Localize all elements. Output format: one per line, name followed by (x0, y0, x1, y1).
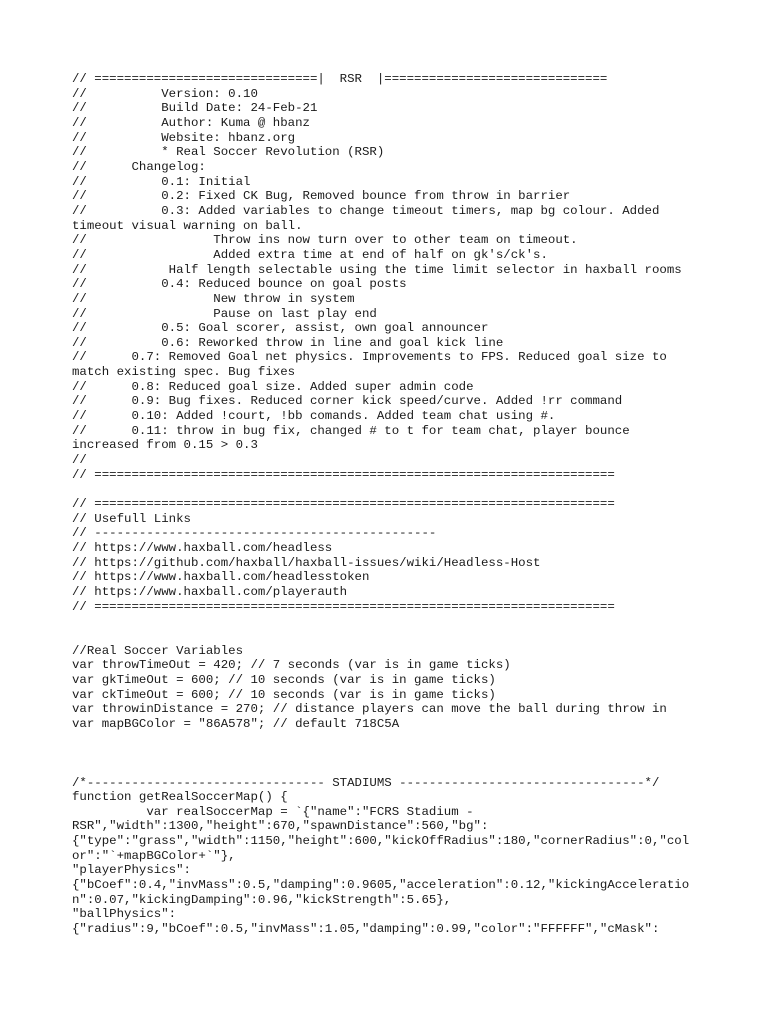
code-line: increased from 0.15 > 0.3 (72, 438, 258, 453)
code-line: // ====================================================================== (72, 599, 615, 614)
code-line: // 0.5: Goal scorer, assist, own goal announcer (72, 321, 489, 336)
code-line: // * Real Soccer Revolution (RSR) (72, 145, 385, 160)
code-line: // ====================================================================== (72, 467, 615, 482)
code-line: //Real Soccer Variables (72, 643, 244, 658)
code-line: // Usefull Links (72, 511, 191, 526)
code-line (72, 482, 702, 497)
code-line: match existing spec. Bug fixes (72, 365, 296, 380)
code-line: // https://www.haxball.com/headless (72, 541, 333, 555)
code-line: var ckTimeOut = 600; // 10 seconds (var is in game ticks) (72, 687, 496, 702)
code-line: // https://www.haxball.com/playerauth (72, 584, 348, 599)
code-line (72, 732, 702, 747)
code-line: var throwinDistance = 270; // distance players can move the ball during throw in (72, 702, 667, 717)
code-line: {"type":"grass","width":1150,"height":600,"kickOffRadius":180,"cornerRadius":0,"col (72, 834, 690, 849)
code-line: // 0.4: Reduced bounce on goal posts (72, 277, 407, 292)
code-line: // Half length selectable using the time limit selector in haxball rooms (72, 262, 682, 277)
code-line: // Version: 0.10 (72, 86, 258, 101)
code-line: /*-------------------------------- STADIUMS ---------------------------------*/ (72, 775, 660, 790)
code-line: RSR","width":1300,"height":670,"spawnDistance":560,"bg": (72, 819, 489, 834)
code-line: // Website: hbanz.org (72, 130, 296, 145)
code-line: function getRealSoccerMap() { (72, 790, 288, 805)
code-line: // 0.2: Fixed CK Bug, Removed bounce from throw in barrier (72, 189, 571, 204)
code-line: // Build Date: 24-Feb-21 (72, 101, 318, 116)
code-line: var mapBGColor = "86A578"; // default 718C5A (72, 716, 400, 731)
code-line: // (72, 453, 87, 468)
code-line: {"radius":9,"bCoef":0.5,"invMass":1.05,"damping":0.99,"color":"FFFFFF","cMask": (72, 922, 660, 937)
code-line: // Changelog: (72, 159, 206, 174)
code-line (72, 746, 702, 761)
code-line: // ---------------------------------------------- (72, 526, 437, 541)
code-line: timeout visual warning on ball. (72, 218, 303, 233)
code-line: // https://github.com/haxball/haxball-issues/wiki/Headless-Host (72, 555, 541, 570)
code-line: // 0.9: Bug fixes. Reduced corner kick speed/curve. Added !rr command (72, 394, 623, 409)
code-line: // 0.11: throw in bug fix, changed # to t for team chat, player bounce (72, 423, 630, 438)
code-line: // Added extra time at end of half on gk's/ck's. (72, 247, 548, 262)
code-line: "ballPhysics": (72, 907, 177, 922)
code-line: // 0.10: Added !court, !bb comands. Added team chat using #. (72, 409, 556, 424)
code-line: // Throw ins now turn over to other team on timeout. (72, 233, 578, 248)
code-line: var gkTimeOut = 600; // 10 seconds (var is in game ticks) (72, 672, 496, 687)
code-line: var throwTimeOut = 420; // 7 seconds (var is in game ticks) (72, 658, 511, 673)
code-line: // 0.6: Reworked throw in line and goal kick line (72, 335, 504, 350)
code-line (72, 761, 702, 776)
code-line (72, 629, 702, 644)
code-line: // 0.1: Initial (72, 174, 251, 189)
code-line: // New throw in system (72, 291, 355, 306)
code-line: // 0.8: Reduced goal size. Added super admin code (72, 379, 474, 394)
code-line: // ====================================================================== (72, 497, 615, 512)
code-line: // Pause on last play end (72, 306, 377, 321)
code-line: "playerPhysics": (72, 863, 191, 878)
code-line: {"bCoef":0.4,"invMass":0.5,"damping":0.9605,"acceleration":0.12,"kickingAcceleratio (72, 878, 690, 893)
code-line: // 0.7: Removed Goal net physics. Improvements to FPS. Reduced goal size to (72, 350, 667, 365)
code-line: or":"`+mapBGColor+`"}, (72, 848, 236, 863)
code-line: // 0.3: Added variables to change timeout timers, map bg colour. Added (72, 203, 660, 218)
code-line: // https://www.haxball.com/headlesstoken (72, 570, 370, 585)
code-line: // ==============================| RSR |============================== (72, 72, 608, 86)
source-code-text (72, 72, 702, 937)
code-line: var realSoccerMap = `{"name":"FCRS Stadium - (72, 804, 474, 819)
code-line (72, 614, 702, 629)
code-line: // Author: Kuma @ hbanz (72, 115, 310, 130)
code-line: n":0.07,"kickingDamping":0.96,"kickStrength":5.65}, (72, 892, 452, 907)
